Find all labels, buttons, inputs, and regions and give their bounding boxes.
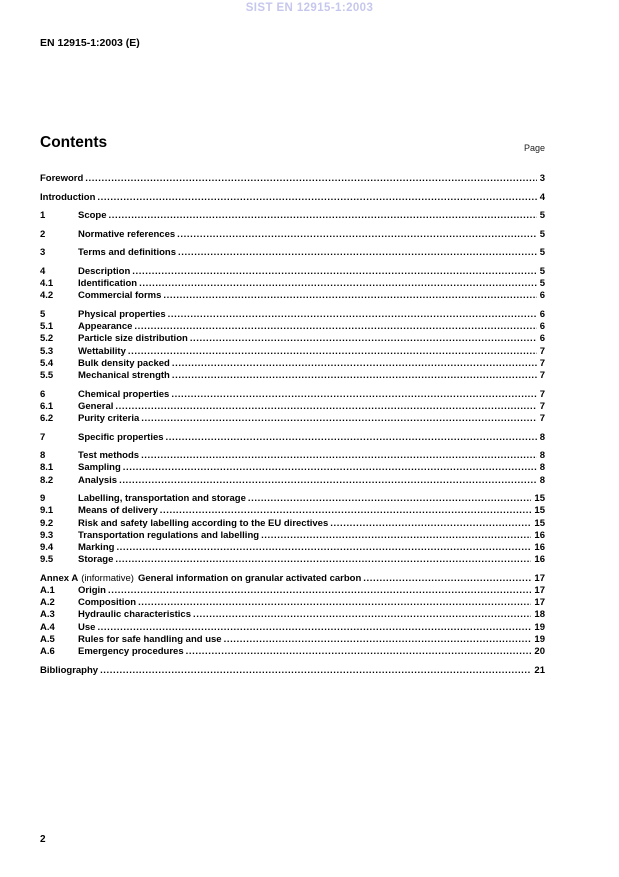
toc-entry-label: General xyxy=(78,400,114,412)
toc-entry-page: 19 xyxy=(534,621,545,633)
toc-entry xyxy=(40,585,545,597)
toc-entry-label: Introduction xyxy=(40,191,96,203)
toc-entry-label: Means of delivery xyxy=(78,505,158,517)
toc-entry-number: 9.2 xyxy=(40,517,54,529)
page-number: 2 xyxy=(40,834,46,845)
toc-entry-label: Origin xyxy=(78,584,106,596)
dot-leader xyxy=(224,634,532,646)
toc-entry-page: 8 xyxy=(539,431,545,443)
toc-entry-page: 8 xyxy=(539,462,545,474)
toc-entry-number: 5 xyxy=(40,308,46,320)
toc-entry-page: 17 xyxy=(534,597,545,609)
dot-leader xyxy=(100,665,531,677)
toc-entry-page: 15 xyxy=(534,517,545,529)
toc-entry-label: Physical properties xyxy=(78,308,166,320)
toc-entry xyxy=(40,192,545,204)
toc-entry-label: Bibliography xyxy=(40,664,99,676)
toc-entry-number: 2 xyxy=(40,228,46,240)
toc-entry-page: 7 xyxy=(539,400,545,412)
toc-entry-number: A.5 xyxy=(40,633,55,645)
dot-leader xyxy=(171,389,536,401)
toc-entry-label: Use xyxy=(78,621,96,633)
dot-leader xyxy=(141,413,536,425)
dot-leader xyxy=(163,290,536,302)
toc-entry-number: 8.1 xyxy=(40,462,54,474)
page-column-label: Page xyxy=(523,143,545,153)
toc-entry-number: 8 xyxy=(40,450,46,462)
toc-entry-page: 17 xyxy=(534,572,545,584)
toc-entry xyxy=(40,370,545,382)
toc-entry-page: 15 xyxy=(534,505,545,517)
toc-entry xyxy=(40,493,545,505)
toc-entry-number: A.3 xyxy=(40,609,55,621)
toc-entry-page: 7 xyxy=(539,357,545,369)
toc-entry-label: Chemical properties xyxy=(78,388,170,400)
toc-entry-number: 5.2 xyxy=(40,333,54,345)
document-reference: EN 12915-1:2003 (E) xyxy=(40,37,140,49)
dot-leader xyxy=(160,505,532,517)
dot-leader xyxy=(115,401,536,413)
toc-entry-number: A.1 xyxy=(40,584,55,596)
toc-entry-label: Normative references xyxy=(78,228,176,240)
toc-entry-page: 3 xyxy=(539,173,545,184)
dot-leader xyxy=(139,278,537,290)
toc-entry-number: 5.1 xyxy=(40,321,54,333)
toc-entry-label: Purity criteria xyxy=(78,412,140,424)
toc-entry-page: 5 xyxy=(539,278,545,290)
toc-entry-page: 6 xyxy=(539,308,545,320)
toc-entry xyxy=(40,247,545,259)
dot-leader xyxy=(177,229,537,241)
toc-entry xyxy=(40,609,545,621)
toc-entry-page: 18 xyxy=(534,609,545,621)
toc-entry xyxy=(40,432,545,444)
toc-entry-page: 6 xyxy=(539,333,545,345)
toc-entry-label: Appearance xyxy=(78,321,133,333)
toc-entry-label: Foreword xyxy=(40,173,84,184)
dot-leader xyxy=(248,493,532,505)
toc-entry-label: Identification xyxy=(78,278,138,290)
toc-entry xyxy=(40,665,545,677)
toc-entry xyxy=(40,358,545,370)
toc-entry-number: A.4 xyxy=(40,621,55,633)
toc-entry-page: 6 xyxy=(539,321,545,333)
toc-entry-label: Commercial forms xyxy=(78,290,162,302)
toc-entry-label: Analysis xyxy=(78,474,118,486)
toc-entry-label: Composition xyxy=(78,597,137,609)
toc-entry-label: Description xyxy=(78,265,131,277)
toc-entry-label: Risk and safety labelling according to the EU directives xyxy=(78,517,329,529)
dot-leader xyxy=(115,554,531,566)
toc-entry-label: Labelling, transportation and storage xyxy=(78,493,246,505)
toc-entry-label: Marking xyxy=(78,541,115,553)
toc-entry xyxy=(40,413,545,425)
toc-entry xyxy=(40,450,545,462)
toc-entry-page: 4 xyxy=(539,191,545,203)
toc-entry xyxy=(40,309,545,321)
toc-entry xyxy=(40,646,545,658)
toc-entry xyxy=(40,597,545,609)
dot-leader xyxy=(141,450,537,462)
dot-leader xyxy=(128,346,537,358)
table-of-contents xyxy=(40,173,545,677)
toc-entry-label: Storage xyxy=(78,554,114,566)
toc-entry-page: 8 xyxy=(539,450,545,462)
toc-entry-label: Terms and definitions xyxy=(78,247,177,259)
toc-entry-number: 7 xyxy=(40,431,46,443)
toc-entry xyxy=(40,505,545,517)
toc-entry-number: A.2 xyxy=(40,597,55,609)
dot-leader xyxy=(138,597,531,609)
toc-entry-page: 7 xyxy=(539,412,545,424)
dot-leader xyxy=(132,266,536,278)
toc-entry-number: 4.2 xyxy=(40,290,54,302)
toc-entry xyxy=(40,518,545,530)
contents-heading: Contents xyxy=(40,134,108,151)
toc-entry xyxy=(40,229,545,241)
toc-entry xyxy=(40,401,545,413)
toc-entry-page: 15 xyxy=(534,493,545,505)
dot-leader xyxy=(134,321,536,333)
toc-entry-page: 16 xyxy=(534,554,545,566)
dot-leader xyxy=(363,573,531,585)
toc-entry-number: 9.4 xyxy=(40,541,54,553)
toc-entry xyxy=(40,333,545,345)
toc-entry-number: 8.2 xyxy=(40,474,54,486)
toc-entry-label: Sampling xyxy=(78,462,121,474)
dot-leader xyxy=(172,370,537,382)
dot-leader xyxy=(97,622,531,634)
dot-leader xyxy=(172,358,537,370)
toc-entry-number: A.6 xyxy=(40,646,55,657)
toc-entry-page: 6 xyxy=(539,290,545,302)
toc-entry-page: 7 xyxy=(539,369,545,381)
toc-entry-page: 5 xyxy=(539,265,545,277)
toc-entry xyxy=(40,266,545,278)
toc-entry-page: 5 xyxy=(539,210,545,222)
dot-leader xyxy=(166,432,537,444)
toc-entry xyxy=(40,475,545,487)
toc-entry-label: Specific properties xyxy=(78,431,164,443)
toc-entry xyxy=(40,542,545,554)
toc-entry-page: 16 xyxy=(534,529,545,541)
dot-leader xyxy=(116,542,531,554)
toc-entry-number: 9.3 xyxy=(40,529,54,541)
toc-entry-number: 6.2 xyxy=(40,412,54,424)
toc-entry-page: 7 xyxy=(539,388,545,400)
toc-entry xyxy=(40,210,545,222)
toc-entry xyxy=(40,622,545,634)
dot-leader xyxy=(261,530,531,542)
toc-entry-label: Mechanical strength xyxy=(78,369,170,381)
toc-entry xyxy=(40,290,545,302)
toc-entry-label: Transportation regulations and labelling xyxy=(78,529,260,541)
toc-entry-label: Test methods xyxy=(78,450,140,462)
toc-entry-number: 9.5 xyxy=(40,554,54,566)
toc-entry-label: Bulk density packed xyxy=(78,357,170,369)
toc-entry xyxy=(40,530,545,542)
toc-entry-page: 5 xyxy=(539,247,545,259)
toc-entry-page: 8 xyxy=(539,474,545,486)
toc-entry-label: Particle size distribution xyxy=(78,333,188,345)
toc-entry-number: 9.1 xyxy=(40,505,54,517)
toc-entry-number: 4.1 xyxy=(40,278,54,290)
toc-entry xyxy=(40,389,545,401)
toc-entry-number: 9 xyxy=(40,493,46,505)
toc-entry-page: 20 xyxy=(534,646,545,657)
toc-entry-label: Scope xyxy=(78,210,107,222)
toc-entry-label: Wettability xyxy=(78,345,126,357)
toc-entry xyxy=(40,462,545,474)
toc-entry-number: 4 xyxy=(40,265,46,277)
toc-entry xyxy=(40,573,545,585)
toc-entry-number: 3 xyxy=(40,247,46,259)
dot-leader xyxy=(178,247,537,259)
toc-entry-page: 16 xyxy=(534,541,545,553)
toc-entry-page: 21 xyxy=(534,664,545,676)
dot-leader xyxy=(119,475,537,487)
toc-entry-label: Rules for safe handling and use xyxy=(78,633,222,645)
dot-leader xyxy=(330,518,531,530)
toc-entry-number: 6 xyxy=(40,388,46,400)
dot-leader xyxy=(193,609,531,621)
dot-leader xyxy=(85,173,536,185)
toc-entry-page: 17 xyxy=(534,584,545,596)
dot-leader xyxy=(123,462,537,474)
dot-leader xyxy=(97,192,536,204)
toc-entry xyxy=(40,346,545,358)
toc-entry-number: 1 xyxy=(40,210,46,222)
dot-leader xyxy=(108,585,531,597)
dot-leader xyxy=(186,646,532,658)
dot-leader xyxy=(109,210,537,222)
toc-entry xyxy=(40,321,545,333)
dot-leader xyxy=(190,333,537,345)
toc-entry-page: 19 xyxy=(534,633,545,645)
dot-leader xyxy=(168,309,537,321)
toc-entry-page: 5 xyxy=(539,228,545,240)
toc-entry xyxy=(40,554,545,566)
toc-entry-label: Emergency procedures xyxy=(78,646,184,657)
toc-entry xyxy=(40,634,545,646)
toc-entry xyxy=(40,278,545,290)
toc-entry-number: 6.1 xyxy=(40,400,54,412)
toc-entry-label: General information on granular activated carbon xyxy=(137,572,362,584)
standard-watermark: SIST EN 12915-1:2003 xyxy=(245,2,374,14)
toc-entry-number: 5.3 xyxy=(40,345,54,357)
toc-entry-page: 7 xyxy=(539,345,545,357)
toc-entry-annex-prefix: Annex A (informative) xyxy=(40,572,134,584)
toc-entry xyxy=(40,173,545,185)
toc-entry-label: Hydraulic characteristics xyxy=(78,609,192,621)
toc-entry-number: 5.5 xyxy=(40,369,54,381)
toc-entry-number: 5.4 xyxy=(40,357,54,369)
